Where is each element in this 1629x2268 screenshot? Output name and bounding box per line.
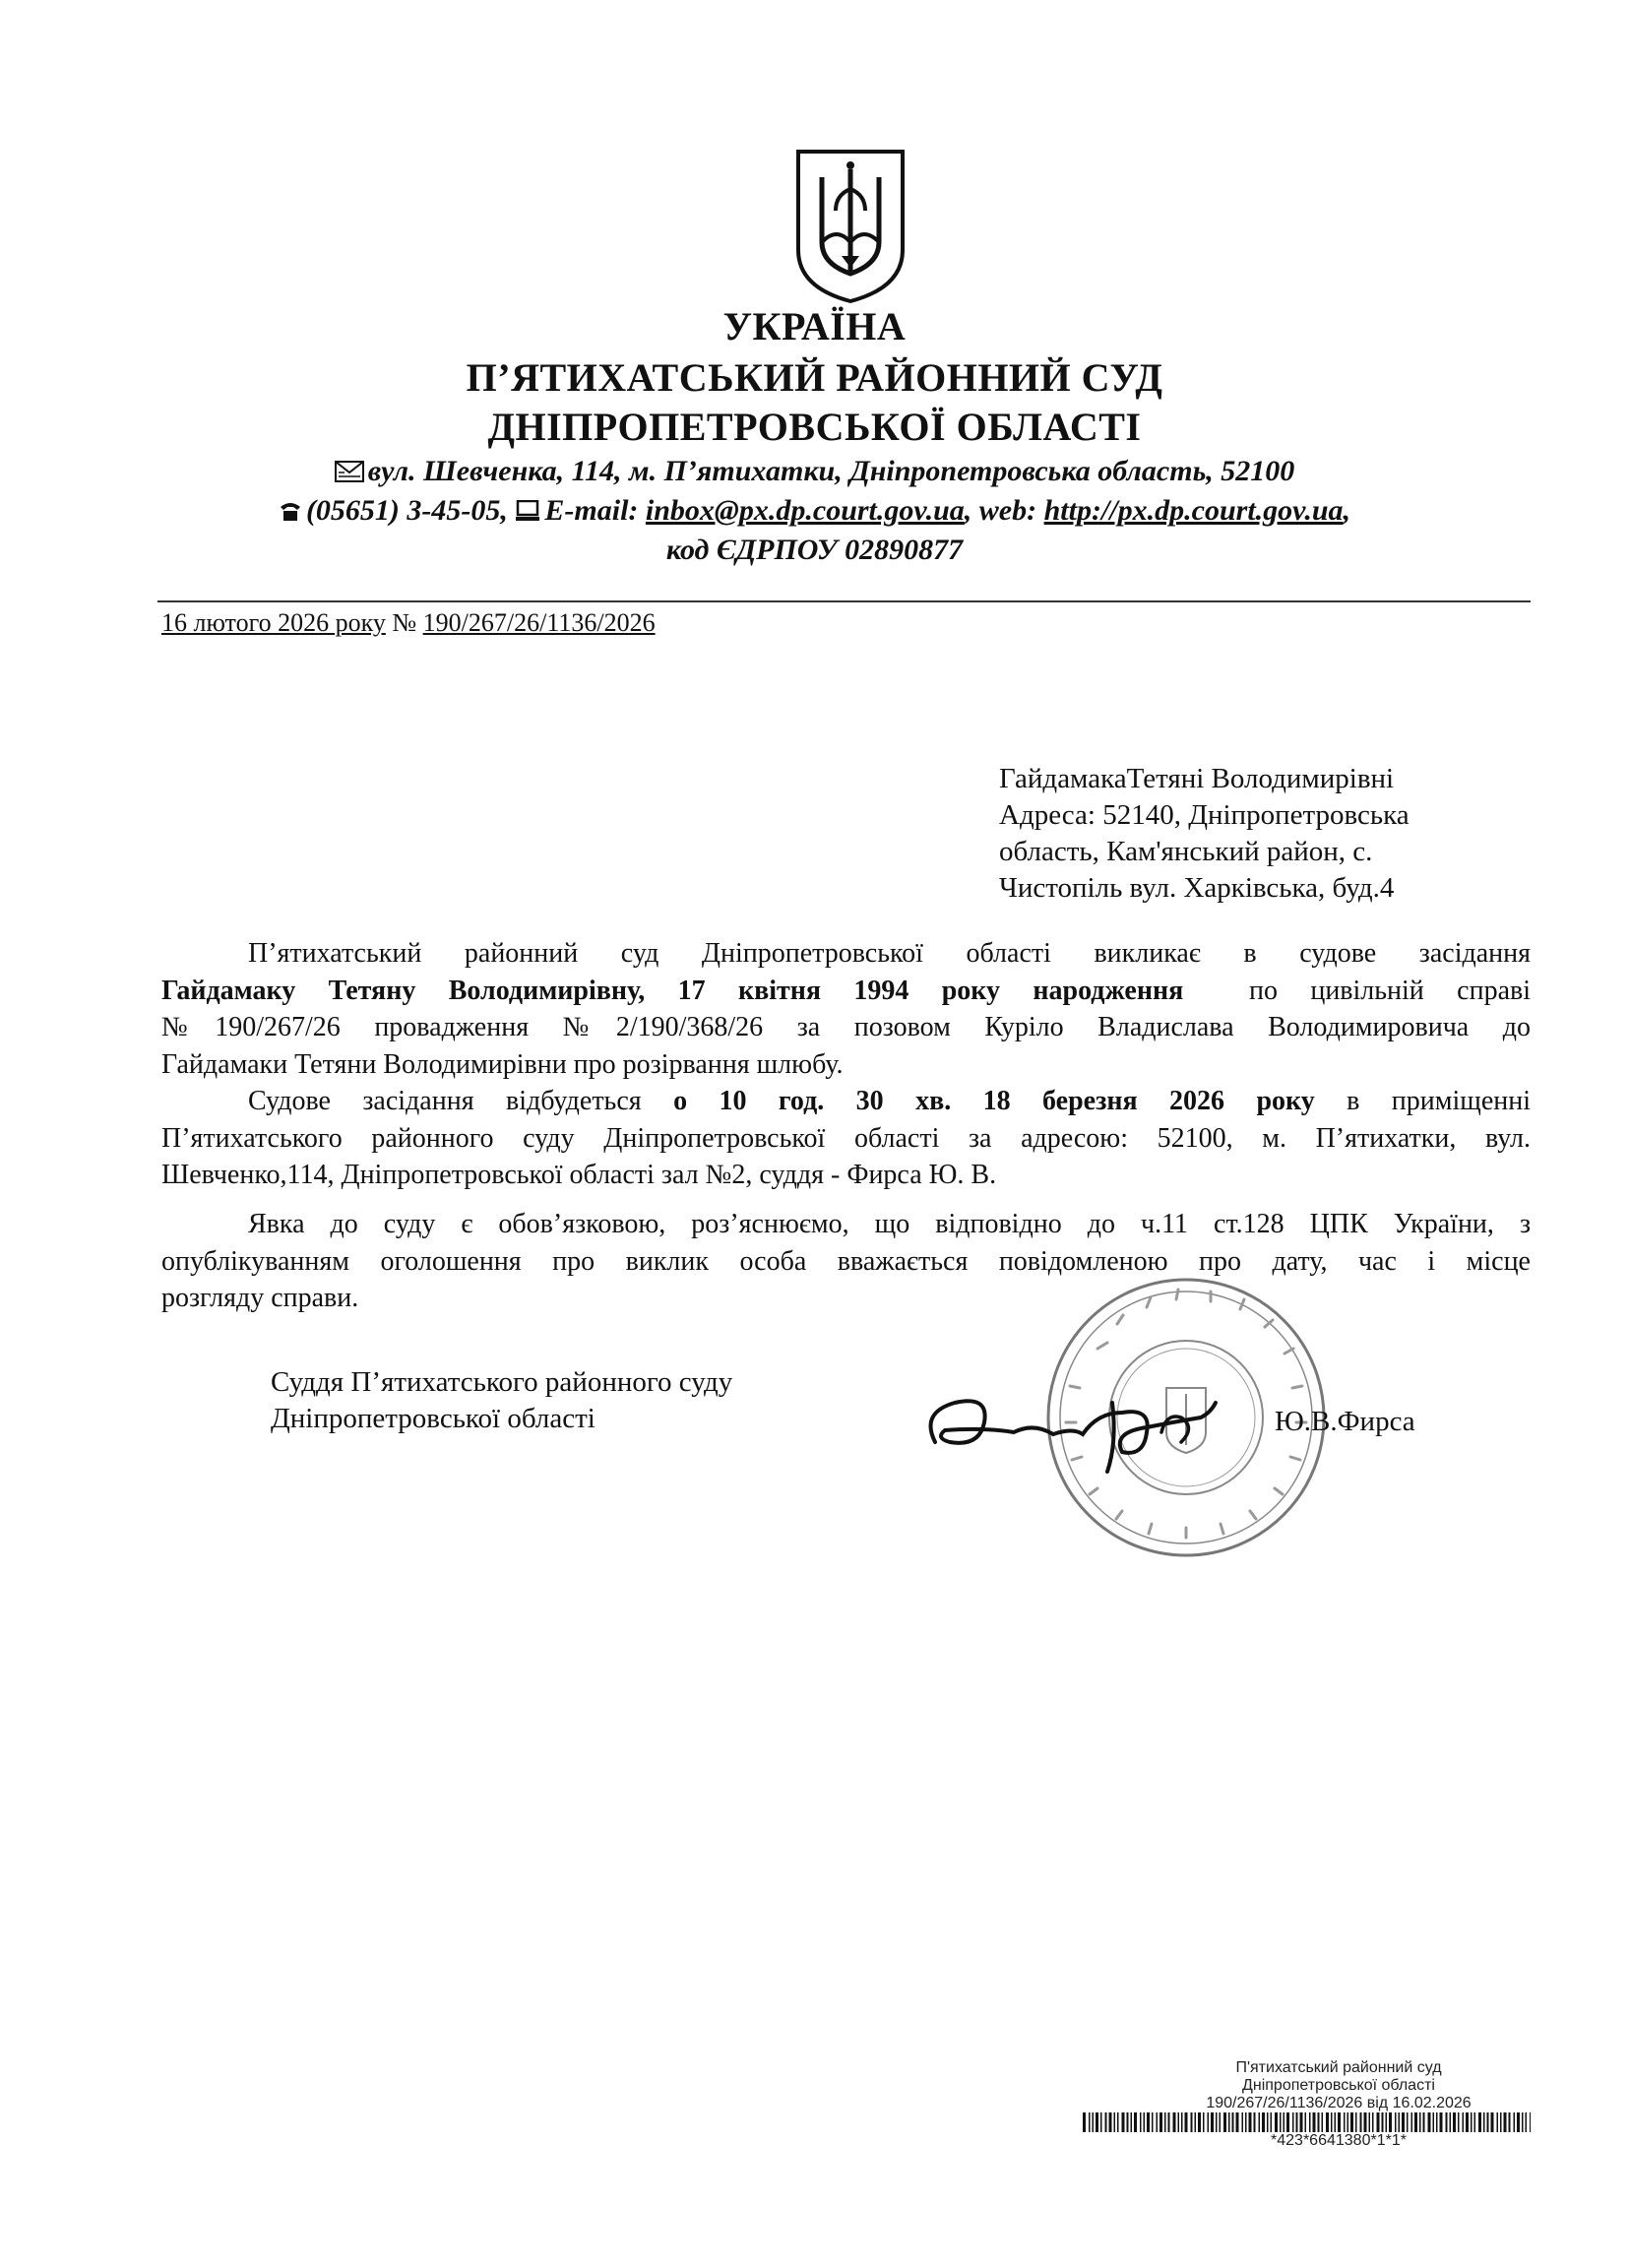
barcode-bar bbox=[1433, 2112, 1435, 2132]
paragraph-line: розгляду справи. bbox=[161, 1283, 359, 1313]
barcode-bar bbox=[1474, 2112, 1476, 2132]
barcode-bar bbox=[1355, 2112, 1357, 2132]
barcode-bar bbox=[1414, 2112, 1417, 2132]
address-text: вул. Шевченка, 114, м. П’ятихатки, Дніпропетровська область, 52100 bbox=[367, 455, 1295, 487]
barcode-bar bbox=[1134, 2112, 1137, 2132]
barcode-bar bbox=[1305, 2112, 1307, 2132]
barcode-bar bbox=[1096, 2112, 1098, 2132]
barcode-bar bbox=[1286, 2112, 1289, 2132]
letterhead-country: УКРАЇНА bbox=[722, 304, 907, 348]
barcode-bar bbox=[1164, 2112, 1166, 2132]
barcode-bar bbox=[1109, 2112, 1112, 2132]
outgoing-date: 16 лютого 2026 року bbox=[161, 608, 386, 637]
web-trail: , bbox=[1343, 494, 1351, 527]
barcode-bar bbox=[1100, 2112, 1102, 2132]
barcode-bar bbox=[1364, 2112, 1367, 2132]
barcode-bar bbox=[1466, 2112, 1469, 2132]
barcode-bar bbox=[1526, 2112, 1528, 2132]
barcode-bar bbox=[1453, 2112, 1456, 2132]
barcode-bar bbox=[1117, 2112, 1119, 2132]
barcode-bar bbox=[1185, 2112, 1188, 2132]
barcode-bar bbox=[1344, 2112, 1346, 2132]
paragraph-line bbox=[161, 1083, 1531, 1120]
barcode-bar bbox=[1347, 2112, 1349, 2132]
barcode-bar bbox=[1195, 2112, 1197, 2132]
barcode-bar bbox=[1463, 2112, 1465, 2132]
addressee-address-line: Адреса: 52140, Дніпропетровська bbox=[999, 799, 1410, 831]
barcode-bar bbox=[1500, 2112, 1502, 2132]
paragraph-fragment: по цивільній справі bbox=[1248, 975, 1531, 1006]
signer-title: Суддя П’ятихатського районного суду bbox=[271, 1366, 733, 1398]
barcode-bar bbox=[1491, 2112, 1494, 2132]
letterhead-edrpou: код ЄДРПОУ 02890877 bbox=[665, 534, 964, 566]
barcode-bar bbox=[1168, 2112, 1170, 2132]
email-link[interactable]: inbox@px.dp.court.gov.ua bbox=[645, 494, 965, 527]
barcode-bar bbox=[1127, 2112, 1129, 2132]
barcode-bar bbox=[1369, 2112, 1371, 2132]
barcode-bar bbox=[1228, 2112, 1230, 2132]
barcode-bar bbox=[1275, 2112, 1278, 2132]
barcode-bar bbox=[1436, 2112, 1438, 2132]
barcode-bar bbox=[1089, 2112, 1091, 2132]
barcode-bar bbox=[1313, 2112, 1316, 2132]
paragraph-fragment: в приміщенні bbox=[1347, 1086, 1532, 1116]
paragraph-line: №190/267/26 провадження №2/190/368/26 за позовом Куріло Владислава Володимировича до bbox=[161, 1012, 1531, 1042]
paragraph-line bbox=[161, 973, 1531, 1010]
letterhead-court-name: П’ЯТИХАТСЬКИЙ РАЙОННИЙ СУД bbox=[466, 355, 1163, 400]
letterhead-court-region: ДНІПРОПЕТРОВСЬКОЇ ОБЛАСТІ bbox=[487, 405, 1142, 449]
barcode-bar bbox=[1389, 2112, 1392, 2132]
paragraph-line: опублікуванням оголошення про виклик особа вважається повідомленою про дату, час і місце bbox=[161, 1245, 1531, 1277]
barcode-bar bbox=[1318, 2112, 1320, 2132]
barcode-bar bbox=[1147, 2112, 1150, 2132]
barcode-bar bbox=[1173, 2112, 1176, 2132]
web-link[interactable]: http://px.dp.court.gov.ua bbox=[1043, 494, 1344, 527]
barcode-text: *423*6641380*1*1* bbox=[1271, 2132, 1407, 2149]
paragraph-line: П’ятихатського районного суду Дніпропетровської області за адресою: 52100, м. П’ятихатки, вул. bbox=[161, 1122, 1531, 1154]
barcode-bar bbox=[1198, 2112, 1201, 2132]
barcode-bar bbox=[1267, 2112, 1269, 2132]
barcode-bar bbox=[1271, 2112, 1273, 2132]
barcode-bar bbox=[1487, 2112, 1489, 2132]
barcode-bar bbox=[1360, 2112, 1362, 2132]
barcode-bar bbox=[1159, 2112, 1162, 2132]
barcode-bar bbox=[1259, 2112, 1261, 2132]
barcode-bar bbox=[1458, 2112, 1460, 2132]
letterhead-divider bbox=[157, 600, 1531, 602]
barcode-bar bbox=[1399, 2112, 1401, 2132]
signer-name: Ю.В.Фирса bbox=[1275, 1406, 1415, 1437]
barcode-bar bbox=[1428, 2112, 1431, 2132]
barcode-bar bbox=[1254, 2112, 1256, 2132]
barcode-bar bbox=[1514, 2112, 1516, 2132]
barcode-bar bbox=[1497, 2112, 1499, 2132]
barcode-bar bbox=[1326, 2112, 1329, 2132]
handwritten-signature bbox=[915, 1373, 1230, 1481]
barcode-bar bbox=[1522, 2112, 1524, 2132]
barcode-bar bbox=[1236, 2112, 1239, 2132]
paragraph-line: Явка до суду є обов’язковою, роз’яснюємо, що відповідно до ч.11 ст.128 ЦПК України, з bbox=[248, 1209, 1531, 1239]
defendant-name-bold: Гайдамаку Тетяну Володимирівну, 17 квітня 1994 року народження bbox=[161, 975, 1184, 1006]
barcode-bar bbox=[1300, 2112, 1303, 2132]
barcode-bar bbox=[1382, 2112, 1384, 2132]
barcode-bar bbox=[1181, 2112, 1183, 2132]
barcode-bar bbox=[1114, 2112, 1116, 2132]
barcode-bar bbox=[1203, 2112, 1205, 2132]
barcode-bar bbox=[1223, 2112, 1226, 2132]
barcode-bar bbox=[1446, 2112, 1448, 2132]
barcode-bar bbox=[1157, 2112, 1159, 2132]
hearing-datetime-bold: о 10 год. 30 хв. 18 березня 2026 року bbox=[673, 1086, 1315, 1116]
barcode-bar bbox=[1530, 2112, 1531, 2132]
addressee-address-line: область, Кам'янський район, с. bbox=[999, 836, 1373, 867]
addressee-address-line: Чистопіль вул. Харківська, буд.4 bbox=[999, 872, 1395, 904]
barcode-bar bbox=[1322, 2112, 1324, 2132]
outgoing-number-sign: № bbox=[392, 608, 417, 637]
barcode-bar bbox=[1144, 2112, 1146, 2132]
barcode-bar bbox=[1216, 2112, 1218, 2132]
barcode-bar bbox=[1292, 2112, 1294, 2132]
barcode-bar bbox=[1395, 2112, 1397, 2132]
barcode-bar bbox=[1335, 2112, 1337, 2132]
barcode-bar bbox=[1083, 2112, 1086, 2132]
barcode-bar bbox=[1423, 2112, 1425, 2132]
barcode-bar bbox=[1093, 2112, 1095, 2132]
signer-title: Дніпропетровської області bbox=[271, 1403, 595, 1434]
barcode-bar bbox=[1178, 2112, 1180, 2132]
barcode-bar bbox=[1407, 2112, 1409, 2132]
letterhead-address bbox=[0, 455, 1629, 488]
registration-region: Дніпропетровської області bbox=[1242, 2077, 1435, 2094]
barcode-bar bbox=[1411, 2112, 1413, 2132]
email-label: E-mail: bbox=[544, 494, 639, 527]
barcode-bar bbox=[1517, 2112, 1520, 2132]
barcode-bar bbox=[1377, 2112, 1380, 2132]
barcode-bar bbox=[1208, 2112, 1210, 2132]
outgoing-number: 190/267/26/1136/2026 bbox=[422, 608, 656, 637]
registration-court: П'ятихатський районний суд bbox=[1235, 2059, 1442, 2076]
barcode-bar bbox=[1478, 2112, 1481, 2132]
registration-barcode bbox=[1083, 2112, 1531, 2132]
barcode-bar bbox=[1105, 2112, 1107, 2132]
barcode-bar bbox=[1419, 2112, 1421, 2132]
letterhead-contacts bbox=[0, 494, 1629, 528]
coat-of-arms-icon bbox=[792, 148, 908, 305]
barcode-bar bbox=[1331, 2112, 1333, 2132]
paragraph-line: П’ятихатський районний суд Дніпропетровської області викликає в судове засідання bbox=[248, 938, 1531, 969]
summons-paragraph bbox=[161, 935, 1531, 1083]
barcode-bar bbox=[1372, 2112, 1374, 2132]
barcode-bar bbox=[1440, 2112, 1443, 2132]
barcode-bar bbox=[1131, 2112, 1133, 2132]
barcode-bar bbox=[1232, 2112, 1234, 2132]
barcode-bar bbox=[1220, 2112, 1222, 2132]
paragraph-fragment: Судове засідання відбудеться bbox=[248, 1086, 642, 1116]
barcode-bar bbox=[1471, 2112, 1472, 2132]
computer-icon bbox=[515, 500, 540, 522]
barcode-bar bbox=[1122, 2112, 1125, 2132]
barcode-bar bbox=[1338, 2112, 1341, 2132]
phone-text: (05651) 3-45-05, bbox=[305, 494, 508, 527]
barcode-bar bbox=[1509, 2112, 1511, 2132]
barcode-bar bbox=[1402, 2112, 1405, 2132]
barcode-bar bbox=[1152, 2112, 1154, 2132]
barcode-bar bbox=[1504, 2112, 1507, 2132]
barcode-bar bbox=[1284, 2112, 1285, 2132]
telephone-icon bbox=[279, 500, 302, 522]
barcode-bar bbox=[1450, 2112, 1452, 2132]
paragraph-line: Гайдамаки Тетяни Володимирівни про розірвання шлюбу. bbox=[161, 1048, 844, 1080]
paragraph-line: Шевченко,114, Дніпропетровської області зал №2, суддя - Фирса Ю. В. bbox=[161, 1160, 997, 1190]
barcode-bar bbox=[1245, 2112, 1247, 2132]
barcode-bar bbox=[1296, 2112, 1298, 2132]
barcode-bar bbox=[1191, 2112, 1193, 2132]
barcode-bar bbox=[1242, 2112, 1244, 2132]
barcode-bar bbox=[1386, 2112, 1388, 2132]
barcode-bar bbox=[1350, 2112, 1353, 2132]
barcode-bar bbox=[1249, 2112, 1252, 2132]
barcode-bar bbox=[1140, 2112, 1142, 2132]
registration-number: 190/267/26/1136/2026 від 16.02.2026 bbox=[1206, 2095, 1472, 2111]
web-label: , web: bbox=[964, 494, 1037, 527]
barcode-bar bbox=[1280, 2112, 1282, 2132]
barcode-bar bbox=[1309, 2112, 1311, 2132]
envelope-icon bbox=[335, 461, 364, 482]
hearing-paragraph bbox=[161, 1083, 1531, 1194]
outgoing-number-line bbox=[161, 608, 656, 638]
addressee-name: ГайдамакаТетяні Володимирівні bbox=[999, 763, 1395, 794]
barcode-bar bbox=[1211, 2112, 1214, 2132]
barcode-bar bbox=[1262, 2112, 1265, 2132]
barcode-bar bbox=[1483, 2112, 1485, 2132]
